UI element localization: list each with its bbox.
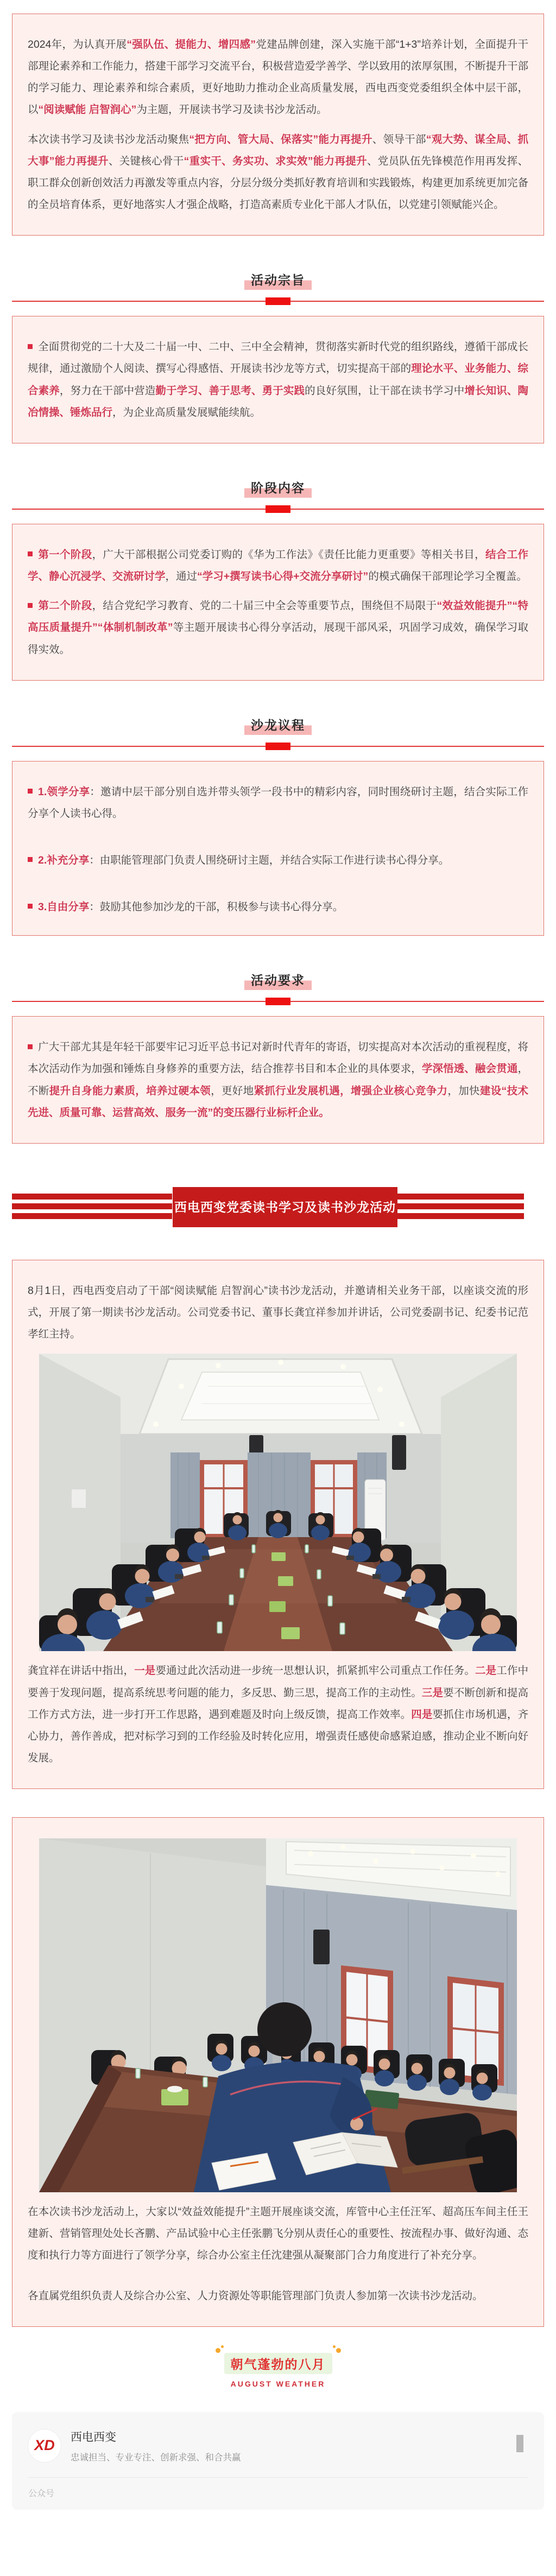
divider-badge	[266, 297, 290, 305]
intro-paragraph-2: 本次读书学习及读书沙龙活动聚焦“把方向、管大局、保落实”能力再提升、领导干部“观大势、谋全局、抓大事”能力再提升、关键核心骨干“重实干、务实功、求实效”能力再提升、党员队伍先锋模范作用再发挥、职工群众创新创效活力再激发等重点内容，分层分级分类抓好教育培训和实践锻炼，构建更加系统更加完备的全员培育体系，更好地落实人才强企战略，打造高素质专业化干部人才队伍，以党建引领赋能兴企。	[28, 133, 528, 211]
section-divider	[12, 301, 544, 302]
section-divider	[12, 509, 544, 510]
footer-headline-row	[0, 2353, 556, 2374]
section-stages	[0, 478, 556, 681]
section-title: 活动宗旨	[244, 270, 312, 290]
bullet-square-icon	[28, 551, 33, 556]
section-purpose-box	[12, 316, 544, 443]
section-purpose	[0, 270, 556, 443]
footer-subheadline: AUGUST WEATHER	[230, 2379, 326, 2388]
bullet-square-icon	[28, 904, 33, 909]
section-requirements	[0, 970, 556, 1144]
section-item: 第二个阶段，结合党纪学习教育、党的二十届三中全会等重要节点，围绕但不局限于“效益效能提升”“特高压质量提升”“体制机制改革”等主题开展读书心得分享活动，展现干部风采，巩固学习成效，确保学习取得实效。	[28, 600, 528, 656]
section-item: 1.领学分享：邀请中层干部分别自选并带头领学一段书中的精彩内容，同时围绕研讨主题，结合实际工作分享个人读书心得。	[28, 785, 528, 820]
report-paragraph-4: 各直属党组织负责人及综合办公室、人力资源处等职能管理部门负责人参加第一次读书沙龙活动。	[28, 2289, 483, 2302]
section-agenda-box	[12, 761, 544, 936]
section-title: 活动要求	[244, 970, 312, 990]
sparkle-icon	[333, 2345, 336, 2348]
report-paragraph-3: 在本次读书沙龙活动上，大家以“效益效能提升”主题开展座谈交流，库管中心主任汪军、超高压车间主任王建新、营销管理处处长吝鹏、产品试验中心主任张鹏飞分别从责任心的重要性、按流程办事、做好沟通、态度和执行力等方面进行了领学分享，综合办公室主任沈建强从凝聚部门合力角度进行了补充分享。	[28, 2206, 528, 2262]
report-box-2	[12, 1817, 544, 2327]
bullet-square-icon	[28, 857, 33, 862]
event-banner	[12, 1187, 544, 1227]
meeting-photo-2[interactable]	[39, 1838, 517, 2192]
sparkle-icon	[221, 2345, 224, 2348]
section-title: 沙龙议程	[244, 715, 312, 735]
speaker	[313, 1930, 330, 1964]
section-item: 2.补充分享：由职能管理部门负责人围绕研讨主题，并结合实际工作进行读书心得分享。	[28, 849, 528, 871]
divider-badge	[266, 505, 290, 513]
bullet-square-icon	[28, 789, 33, 794]
intro-paragraph-1: 2024年，为认真开展“强队伍、提能力、增四感”党建品牌创建，深入实施干部“1+3”培养计划，全面提升干部理论素养和工作能力，搭建干部学习交流平台，积极营造爱学善学、学以致用的浓厚氛围，不断提升干部的学习能力、理论素养和综合素质，更好地助力推动企业高质量发展，西电西变党委组织全体中层干部，以“阅读赋能 启智润心”为主题，开展读书学习及读书沙龙活动。	[28, 39, 528, 116]
account-slogan: 忠诚担当、专业专注、创新求强、和合共赢	[71, 2452, 241, 2463]
account-name: 西电西变	[71, 2431, 116, 2444]
banner-stripes-left	[12, 1194, 172, 1223]
report-paragraph-2: 龚宜祥在讲话中指出，一是要通过此次活动进一步统一思想认识，抓紧抓牢公司重点工作任务。二是工作中要善于发现问题，提高系统思考问题的能力，多反思、勤三思，提高工作的主动性。三是要不断创新和提高工作方式方法，进一步打开工作思路，遇到难题及时向上级反馈，提高工作效率。四是要抓住市场机遇，齐心协力，善作善成，把对标学习到的工作经验及时转化应用，增强责任感使命感紧迫感，推动企业不断向好发展。	[28, 1665, 528, 1764]
section-requirements-box	[12, 1016, 544, 1144]
card-divider	[28, 2477, 528, 2478]
official-account-card[interactable]	[12, 2412, 544, 2510]
section-agenda	[0, 715, 556, 936]
report-paragraph-1: 8月1日，西电西变启动了干部“阅读赋能 启智润心”读书沙龙活动，并邀请相关业务干部，以座谈交流的形式，开展了第一期读书沙龙活动。公司党委书记、董事长龚宜祥参加并讲话，公司党委副书记、纪委书记范孝红主持。	[28, 1284, 528, 1341]
footer-headline: 朝气蓬勃的八月	[224, 2353, 332, 2374]
intro-box	[12, 14, 544, 236]
sparkle-icon	[216, 2348, 220, 2353]
section-title: 阶段内容	[244, 478, 312, 498]
section-divider	[12, 746, 544, 747]
section-item: 广大干部尤其是年轻干部要牢记习近平总书记对新时代青年的寄语，切实提高对本次活动的重视程度，将本次活动作为加强和锤炼自身修养的重要方法，结合推荐书目和本企业的具体要求，学深悟透、融会贯通，不断提升自身能力素质，培养过硬本领，更好地紧抓行业发展机遇，增强企业核心竞争力，加快建设“技术先进、质量可靠、运营高效、服务一流”的变压器行业标杆企业。	[28, 1041, 528, 1119]
banner-title: 西电西变党委读书学习及读书沙龙活动	[173, 1187, 397, 1227]
divider-badge	[266, 998, 290, 1005]
banner-stripes-right	[392, 1194, 524, 1223]
section-item: 3.自由分享：鼓励其他参加沙龙的干部，积极参与读书心得分享。	[28, 896, 528, 918]
bullet-square-icon	[28, 1044, 33, 1049]
sparkle-icon	[336, 2348, 341, 2353]
bullet-square-icon	[28, 603, 33, 608]
section-item: 第一个阶段，广大干部根据公司党委订购的《华为工作法》《责任比能力更重要》等相关书目，结合工作学、静心沉浸学、交流研讨学，通过“学习+撰写读书心得+交流分享研讨”的模式确保干部理论学习全覆盖。	[28, 548, 528, 583]
account-badge: 公众号	[28, 2489, 55, 2498]
meeting-photo-1[interactable]	[39, 1354, 517, 1651]
bullet-square-icon	[28, 344, 33, 349]
account-logo: XD	[28, 2429, 61, 2462]
section-item: 全面贯彻党的二十大及二十届一中、二中、三中全会精神，贯彻落实新时代党的组织路线，遵循干部成长规律，通过激励个人阅读、撰写心得感悟、开展读书沙龙等方式，切实提高干部的理论水平、业务能力、综合素养，努力在干部中营造勤于学习、善于思考、勇于实践的良好氛围，让干部在读书学习中增长知识、陶冶情操、锤炼品行，为企业高质量发展赋能续航。	[28, 341, 528, 418]
divider-badge	[266, 743, 290, 750]
section-stages-box	[12, 524, 544, 681]
report-box-1	[12, 1260, 544, 1789]
scroll-indicator	[516, 2435, 523, 2452]
section-divider	[12, 1001, 544, 1002]
